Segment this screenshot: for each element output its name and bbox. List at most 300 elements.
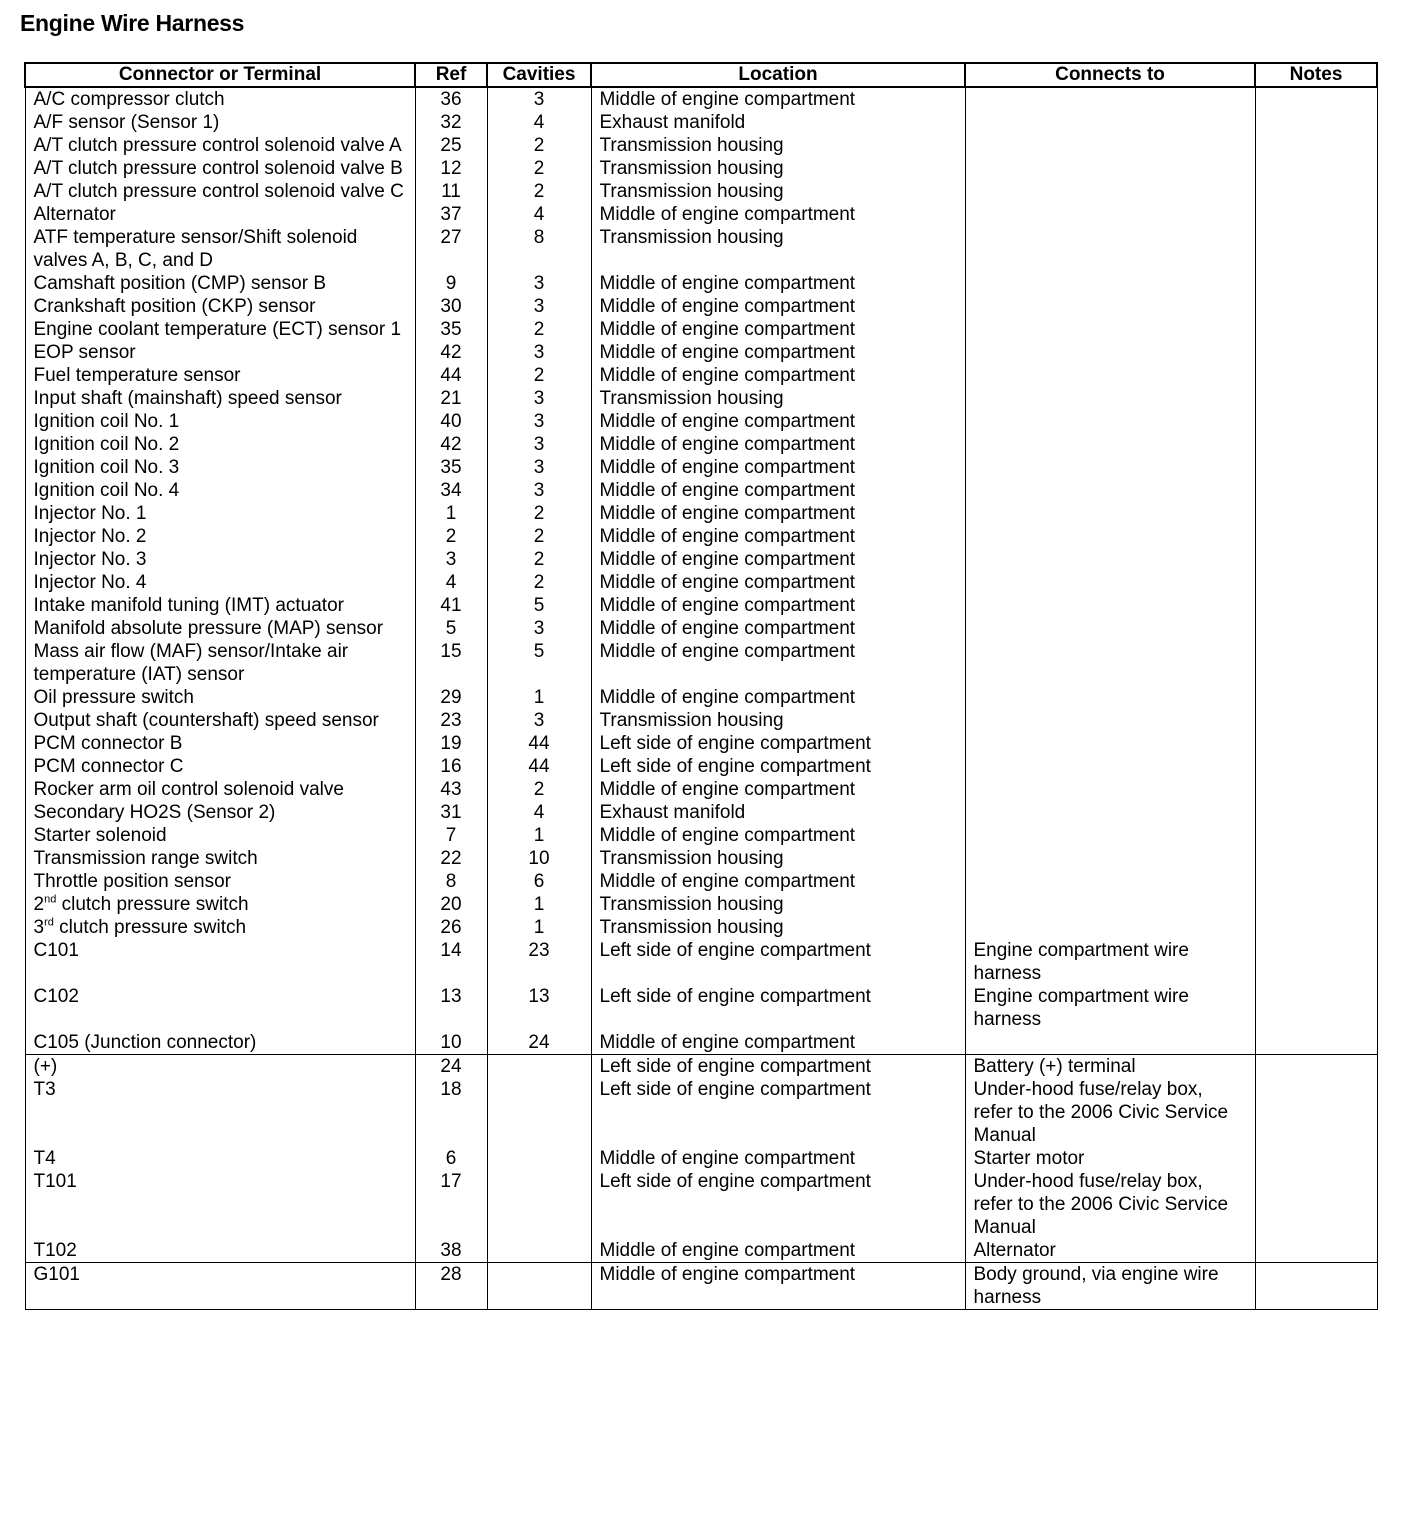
cell-connector: Injector No. 4 <box>25 571 415 594</box>
cell-ref: 20 <box>415 893 487 916</box>
table-row <box>25 226 1377 272</box>
cell-connects-to: Starter motor <box>965 1147 1255 1170</box>
cell-connector: ATF temperature sensor/Shift solenoid valves A, B, C, and D <box>25 226 415 272</box>
cell-notes <box>1255 916 1377 939</box>
cell-ref: 2 <box>415 525 487 548</box>
cell-location: Middle of engine compartment <box>591 1031 965 1055</box>
table-row <box>25 640 1377 686</box>
cell-connects-to <box>965 801 1255 824</box>
cell-connector: Secondary HO2S (Sensor 2) <box>25 801 415 824</box>
table-row <box>25 548 1377 571</box>
cell-ref: 27 <box>415 226 487 272</box>
connector-ordinal-suffix: rd <box>44 916 54 929</box>
table-row <box>25 571 1377 594</box>
cell-connector: A/T clutch pressure control solenoid valve C <box>25 180 415 203</box>
cell-connects-to <box>965 847 1255 870</box>
cell-notes <box>1255 985 1377 1031</box>
cell-connects-to <box>965 617 1255 640</box>
cell-connects-to <box>965 1031 1255 1055</box>
cell-location: Left side of engine compartment <box>591 1170 965 1239</box>
cell-ref: 1 <box>415 502 487 525</box>
cell-location: Middle of engine compartment <box>591 548 965 571</box>
cell-location: Left side of engine compartment <box>591 732 965 755</box>
cell-connects-to: Engine compartment wire harness <box>965 985 1255 1031</box>
engine-wire-harness-table <box>24 62 1378 1310</box>
cell-location: Transmission housing <box>591 893 965 916</box>
cell-notes <box>1255 318 1377 341</box>
cell-connects-to: Under-hood fuse/relay box, refer to the 2006 Civic Service Manual <box>965 1170 1255 1239</box>
cell-cavities: 3 <box>487 433 591 456</box>
cell-connector: Output shaft (countershaft) speed sensor <box>25 709 415 732</box>
cell-notes <box>1255 364 1377 387</box>
cell-ref: 11 <box>415 180 487 203</box>
cell-cavities: 2 <box>487 778 591 801</box>
cell-cavities: 3 <box>487 456 591 479</box>
cell-cavities: 2 <box>487 180 591 203</box>
header-location: Location <box>591 63 965 87</box>
cell-connector: Starter solenoid <box>25 824 415 847</box>
cell-notes <box>1255 686 1377 709</box>
cell-location: Middle of engine compartment <box>591 203 965 226</box>
cell-cavities: 1 <box>487 686 591 709</box>
cell-connects-to <box>965 272 1255 295</box>
cell-notes <box>1255 456 1377 479</box>
cell-connects-to <box>965 502 1255 525</box>
cell-cavities: 3 <box>487 341 591 364</box>
cell-connector: Rocker arm oil control solenoid valve <box>25 778 415 801</box>
cell-ref: 26 <box>415 916 487 939</box>
cell-ref: 40 <box>415 410 487 433</box>
table-row <box>25 617 1377 640</box>
cell-connects-to <box>965 87 1255 111</box>
cell-cavities: 2 <box>487 548 591 571</box>
cell-ref: 31 <box>415 801 487 824</box>
cell-connects-to <box>965 709 1255 732</box>
cell-notes <box>1255 732 1377 755</box>
cell-location: Middle of engine compartment <box>591 778 965 801</box>
cell-connector: C105 (Junction connector) <box>25 1031 415 1055</box>
cell-location: Middle of engine compartment <box>591 479 965 502</box>
cell-ref: 19 <box>415 732 487 755</box>
cell-notes <box>1255 571 1377 594</box>
cell-ref: 42 <box>415 433 487 456</box>
cell-cavities: 3 <box>487 617 591 640</box>
table-row <box>25 893 1377 916</box>
cell-connects-to: Engine compartment wire harness <box>965 939 1255 985</box>
cell-ref: 9 <box>415 272 487 295</box>
cell-notes <box>1255 1170 1377 1239</box>
cell-ref: 15 <box>415 640 487 686</box>
cell-cavities: 10 <box>487 847 591 870</box>
cell-ref: 21 <box>415 387 487 410</box>
cell-connects-to <box>965 893 1255 916</box>
cell-connects-to <box>965 755 1255 778</box>
cell-cavities: 4 <box>487 203 591 226</box>
cell-notes <box>1255 180 1377 203</box>
cell-cavities: 3 <box>487 272 591 295</box>
table-row <box>25 180 1377 203</box>
cell-ref: 32 <box>415 111 487 134</box>
table-row <box>25 939 1377 985</box>
cell-connector: T102 <box>25 1239 415 1263</box>
cell-cavities <box>487 1170 591 1239</box>
cell-ref: 37 <box>415 203 487 226</box>
cell-ref: 17 <box>415 1170 487 1239</box>
cell-connects-to <box>965 180 1255 203</box>
cell-location: Middle of engine compartment <box>591 364 965 387</box>
cell-notes <box>1255 502 1377 525</box>
cell-connector: PCM connector B <box>25 732 415 755</box>
cell-cavities: 3 <box>487 387 591 410</box>
table-row <box>25 364 1377 387</box>
cell-connects-to: Battery (+) terminal <box>965 1055 1255 1079</box>
cell-location: Middle of engine compartment <box>591 594 965 617</box>
table-row <box>25 341 1377 364</box>
cell-cavities: 4 <box>487 801 591 824</box>
cell-location: Transmission housing <box>591 157 965 180</box>
table-row <box>25 410 1377 433</box>
table-row <box>25 203 1377 226</box>
cell-connector: Injector No. 3 <box>25 548 415 571</box>
cell-cavities: 2 <box>487 525 591 548</box>
cell-connector: Oil pressure switch <box>25 686 415 709</box>
cell-ref: 35 <box>415 318 487 341</box>
cell-connector: Throttle position sensor <box>25 870 415 893</box>
cell-connector: A/C compressor clutch <box>25 87 415 111</box>
cell-cavities <box>487 1263 591 1310</box>
cell-connector: Input shaft (mainshaft) speed sensor <box>25 387 415 410</box>
table-row <box>25 1170 1377 1239</box>
cell-connector: Fuel temperature sensor <box>25 364 415 387</box>
table-row <box>25 1031 1377 1055</box>
cell-cavities: 2 <box>487 502 591 525</box>
cell-ref: 14 <box>415 939 487 985</box>
cell-notes <box>1255 410 1377 433</box>
cell-location: Middle of engine compartment <box>591 295 965 318</box>
cell-connects-to: Alternator <box>965 1239 1255 1263</box>
cell-notes <box>1255 755 1377 778</box>
cell-connects-to <box>965 157 1255 180</box>
cell-location: Middle of engine compartment <box>591 341 965 364</box>
cell-location: Transmission housing <box>591 387 965 410</box>
cell-cavities: 5 <box>487 594 591 617</box>
cell-notes <box>1255 387 1377 410</box>
cell-notes <box>1255 433 1377 456</box>
cell-notes <box>1255 1031 1377 1055</box>
cell-ref: 36 <box>415 87 487 111</box>
cell-connects-to <box>965 732 1255 755</box>
cell-cavities <box>487 1078 591 1147</box>
cell-cavities: 3 <box>487 87 591 111</box>
connector-ordinal-suffix: nd <box>44 893 57 906</box>
header-connector: Connector or Terminal <box>25 63 415 87</box>
table-row <box>25 318 1377 341</box>
cell-location: Middle of engine compartment <box>591 1147 965 1170</box>
cell-connector: Injector No. 2 <box>25 525 415 548</box>
cell-location: Exhaust manifold <box>591 801 965 824</box>
cell-ref: 3 <box>415 548 487 571</box>
cell-connector: Ignition coil No. 3 <box>25 456 415 479</box>
cell-location: Middle of engine compartment <box>591 410 965 433</box>
row-group <box>25 87 1377 1055</box>
cell-cavities <box>487 1147 591 1170</box>
cell-connector: Intake manifold tuning (IMT) actuator <box>25 594 415 617</box>
cell-connects-to <box>965 824 1255 847</box>
header-connects-to: Connects to <box>965 63 1255 87</box>
table-row <box>25 709 1377 732</box>
cell-location: Left side of engine compartment <box>591 1055 965 1079</box>
cell-connects-to <box>965 870 1255 893</box>
cell-connects-to <box>965 548 1255 571</box>
connector-ordinal-number: 2 <box>33 894 45 915</box>
cell-cavities: 13 <box>487 985 591 1031</box>
cell-notes <box>1255 272 1377 295</box>
cell-connector: EOP sensor <box>25 341 415 364</box>
cell-connects-to <box>965 640 1255 686</box>
table-row <box>25 870 1377 893</box>
cell-connector: G101 <box>25 1263 415 1310</box>
cell-connects-to <box>965 226 1255 272</box>
cell-notes <box>1255 203 1377 226</box>
cell-notes <box>1255 893 1377 916</box>
header-cavities: Cavities <box>487 63 591 87</box>
cell-connects-to <box>965 525 1255 548</box>
cell-connects-to <box>965 134 1255 157</box>
cell-location: Middle of engine compartment <box>591 870 965 893</box>
cell-connects-to <box>965 571 1255 594</box>
cell-connects-to <box>965 203 1255 226</box>
table-row <box>25 778 1377 801</box>
cell-location: Transmission housing <box>591 134 965 157</box>
cell-ref: 6 <box>415 1147 487 1170</box>
table-row <box>25 1055 1377 1079</box>
cell-location: Middle of engine compartment <box>591 571 965 594</box>
cell-cavities: 1 <box>487 824 591 847</box>
cell-connector: T101 <box>25 1170 415 1239</box>
cell-notes <box>1255 824 1377 847</box>
table-row <box>25 594 1377 617</box>
cell-ref: 13 <box>415 985 487 1031</box>
cell-notes <box>1255 87 1377 111</box>
cell-notes <box>1255 709 1377 732</box>
cell-connects-to <box>965 433 1255 456</box>
table-row <box>25 479 1377 502</box>
cell-notes <box>1255 939 1377 985</box>
cell-notes <box>1255 134 1377 157</box>
cell-connector <box>25 893 415 916</box>
cell-connector: T4 <box>25 1147 415 1170</box>
table-row <box>25 87 1377 111</box>
row-group <box>25 1263 1377 1310</box>
cell-ref: 34 <box>415 479 487 502</box>
connector-ordinal-number: 3 <box>33 917 45 938</box>
table-row <box>25 111 1377 134</box>
cell-notes <box>1255 1239 1377 1263</box>
table-row <box>25 755 1377 778</box>
cell-connector: (+) <box>25 1055 415 1079</box>
table-row <box>25 686 1377 709</box>
cell-ref: 35 <box>415 456 487 479</box>
cell-ref: 29 <box>415 686 487 709</box>
cell-connector: Ignition coil No. 1 <box>25 410 415 433</box>
cell-connector: Transmission range switch <box>25 847 415 870</box>
table-row <box>25 801 1377 824</box>
cell-location: Middle of engine compartment <box>591 318 965 341</box>
header-ref: Ref <box>415 63 487 87</box>
cell-cavities: 2 <box>487 157 591 180</box>
connector-name-rest: clutch pressure switch <box>56 894 249 915</box>
cell-connector: Alternator <box>25 203 415 226</box>
table-row <box>25 272 1377 295</box>
cell-notes <box>1255 617 1377 640</box>
cell-cavities: 8 <box>487 226 591 272</box>
cell-location: Middle of engine compartment <box>591 525 965 548</box>
table-row <box>25 1263 1377 1310</box>
cell-ref: 22 <box>415 847 487 870</box>
cell-notes <box>1255 778 1377 801</box>
cell-notes <box>1255 870 1377 893</box>
cell-cavities: 23 <box>487 939 591 985</box>
table-header <box>25 63 1377 87</box>
cell-notes <box>1255 1055 1377 1079</box>
table-row <box>25 157 1377 180</box>
cell-location: Middle of engine compartment <box>591 1263 965 1310</box>
cell-ref: 7 <box>415 824 487 847</box>
cell-ref: 12 <box>415 157 487 180</box>
row-group <box>25 1055 1377 1263</box>
cell-notes <box>1255 479 1377 502</box>
cell-location: Middle of engine compartment <box>591 456 965 479</box>
cell-connector: A/T clutch pressure control solenoid valve B <box>25 157 415 180</box>
cell-connects-to <box>965 410 1255 433</box>
cell-ref: 38 <box>415 1239 487 1263</box>
cell-ref: 16 <box>415 755 487 778</box>
cell-connector: C101 <box>25 939 415 985</box>
cell-cavities: 24 <box>487 1031 591 1055</box>
cell-location: Left side of engine compartment <box>591 1078 965 1147</box>
cell-cavities: 2 <box>487 364 591 387</box>
cell-connector: A/F sensor (Sensor 1) <box>25 111 415 134</box>
cell-location: Middle of engine compartment <box>591 272 965 295</box>
cell-connects-to: Body ground, via engine wire harness <box>965 1263 1255 1310</box>
cell-location: Transmission housing <box>591 847 965 870</box>
table-row <box>25 525 1377 548</box>
cell-cavities: 2 <box>487 571 591 594</box>
cell-ref: 23 <box>415 709 487 732</box>
cell-ref: 30 <box>415 295 487 318</box>
cell-cavities: 3 <box>487 709 591 732</box>
cell-location: Transmission housing <box>591 916 965 939</box>
cell-location: Middle of engine compartment <box>591 502 965 525</box>
table-row <box>25 387 1377 410</box>
table-row <box>25 1147 1377 1170</box>
table-row <box>25 1078 1377 1147</box>
cell-location: Left side of engine compartment <box>591 755 965 778</box>
cell-cavities: 6 <box>487 870 591 893</box>
cell-location: Exhaust manifold <box>591 111 965 134</box>
cell-cavities: 2 <box>487 134 591 157</box>
header-notes: Notes <box>1255 63 1377 87</box>
cell-location: Transmission housing <box>591 180 965 203</box>
table-row <box>25 847 1377 870</box>
cell-notes <box>1255 295 1377 318</box>
table-row <box>25 502 1377 525</box>
cell-ref: 44 <box>415 364 487 387</box>
cell-connects-to <box>965 318 1255 341</box>
cell-ref: 42 <box>415 341 487 364</box>
cell-cavities: 1 <box>487 893 591 916</box>
cell-ref: 24 <box>415 1055 487 1079</box>
cell-connector: Engine coolant temperature (ECT) sensor 1 <box>25 318 415 341</box>
cell-notes <box>1255 847 1377 870</box>
cell-location: Middle of engine compartment <box>591 433 965 456</box>
cell-connector: A/T clutch pressure control solenoid valve A <box>25 134 415 157</box>
cell-notes <box>1255 548 1377 571</box>
connector-name-rest: clutch pressure switch <box>53 917 247 938</box>
table-row <box>25 916 1377 939</box>
cell-location: Left side of engine compartment <box>591 939 965 985</box>
cell-notes <box>1255 640 1377 686</box>
page-title: Engine Wire Harness <box>20 10 245 36</box>
cell-notes <box>1255 801 1377 824</box>
cell-location: Transmission housing <box>591 709 965 732</box>
cell-notes <box>1255 157 1377 180</box>
cell-connects-to: Under-hood fuse/relay box, refer to the 2006 Civic Service Manual <box>965 1078 1255 1147</box>
cell-ref: 41 <box>415 594 487 617</box>
cell-cavities: 44 <box>487 755 591 778</box>
cell-connector <box>25 916 415 939</box>
cell-cavities: 4 <box>487 111 591 134</box>
cell-connects-to <box>965 111 1255 134</box>
cell-notes <box>1255 1078 1377 1147</box>
cell-connector: PCM connector C <box>25 755 415 778</box>
cell-connector: Camshaft position (CMP) sensor B <box>25 272 415 295</box>
cell-notes <box>1255 1147 1377 1170</box>
cell-connects-to <box>965 916 1255 939</box>
table-row <box>25 824 1377 847</box>
cell-connector: C102 <box>25 985 415 1031</box>
cell-connects-to <box>965 686 1255 709</box>
cell-connects-to <box>965 341 1255 364</box>
table-row <box>25 456 1377 479</box>
cell-connector: Manifold absolute pressure (MAP) sensor <box>25 617 415 640</box>
cell-location: Middle of engine compartment <box>591 640 965 686</box>
cell-ref: 18 <box>415 1078 487 1147</box>
cell-connector: Mass air flow (MAF) sensor/Intake air temperature (IAT) sensor <box>25 640 415 686</box>
cell-cavities: 3 <box>487 410 591 433</box>
cell-cavities: 3 <box>487 295 591 318</box>
cell-cavities <box>487 1239 591 1263</box>
table-row <box>25 433 1377 456</box>
cell-ref: 28 <box>415 1263 487 1310</box>
cell-connects-to <box>965 594 1255 617</box>
cell-location: Left side of engine compartment <box>591 985 965 1031</box>
cell-notes <box>1255 111 1377 134</box>
cell-cavities: 44 <box>487 732 591 755</box>
table-row <box>25 295 1377 318</box>
cell-notes <box>1255 341 1377 364</box>
table-row <box>25 732 1377 755</box>
cell-connector: Ignition coil No. 2 <box>25 433 415 456</box>
cell-notes <box>1255 594 1377 617</box>
cell-connects-to <box>965 364 1255 387</box>
cell-cavities <box>487 1055 591 1079</box>
cell-connects-to <box>965 456 1255 479</box>
cell-location: Middle of engine compartment <box>591 617 965 640</box>
cell-connector: T3 <box>25 1078 415 1147</box>
cell-location: Middle of engine compartment <box>591 87 965 111</box>
cell-location: Middle of engine compartment <box>591 1239 965 1263</box>
